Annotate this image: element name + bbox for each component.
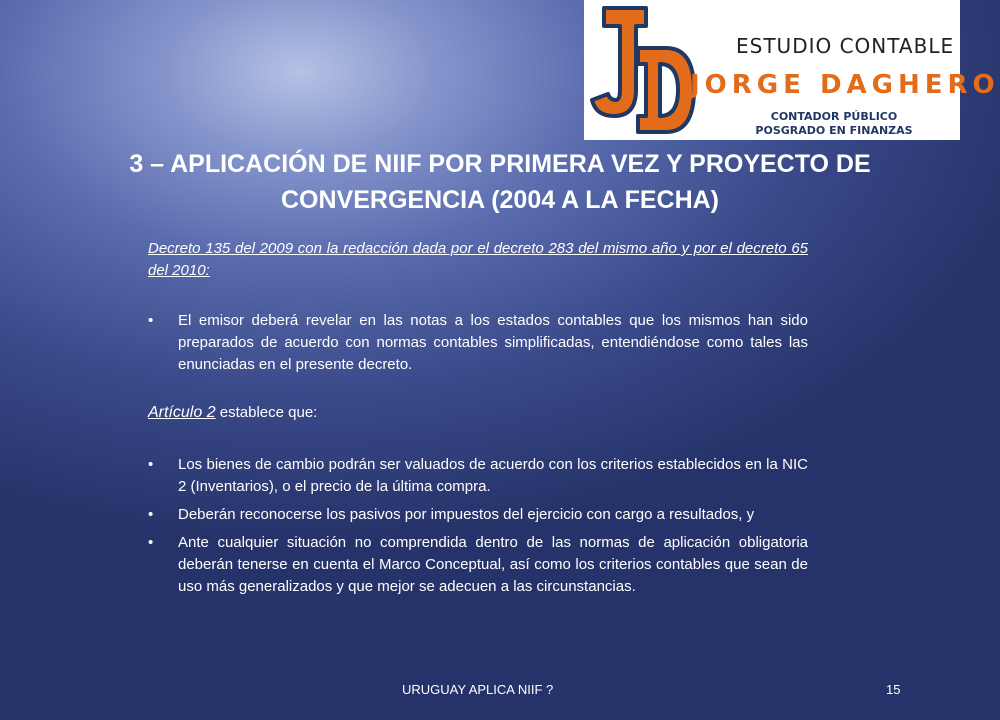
logo-line-contador-publico: CONTADOR PÚBLICO: [770, 110, 898, 123]
bullet-marco-conceptual: • Ante cualquier situación no comprendida dentro de las normas de aplicación obligatoria deberán tenerse en cuenta el Marco Conceptual, así como los criterios contables que sean de uso más generalizados y que mejor se adecuen a las circunstancias.: [148, 532, 808, 598]
logo: [584, 0, 1000, 140]
page-number: 15: [886, 682, 901, 697]
footer-text: URUGUAY APLICA NIIF ?: [402, 682, 554, 697]
bullet-pasivos: • Deberán reconocerse los pasivos por impuestos del ejercicio con cargo a resultados, y: [148, 504, 808, 526]
slide-body: [148, 238, 808, 598]
logo-line-estudio-contable: ESTUDIO CONTABLE: [736, 34, 955, 58]
logo-line-jorge-daghero: JORGE DAGHERO: [690, 70, 1000, 100]
logo-line-posgrado: POSGRADO EN FINANZAS: [755, 124, 913, 137]
bullet-bienes-de-cambio: • Los bienes de cambio podrán ser valuados de acuerdo con los criterios establecidos en la NIC 2 (Inventarios), o el precio de la última compra.: [148, 454, 808, 498]
bullet-emisor: • El emisor deberá revelar en las notas a los estados contables que los mismos han sido preparados de acuerdo con normas contables simplificadas, entendiéndose como tales las enunciadas en el presente decreto.: [148, 310, 808, 376]
jd-monogram-logo-icon: [588, 4, 698, 136]
article-rest: establece que:: [219, 404, 318, 421]
decree-subheading: Decreto 135 del 2009 con la redacción dada por el decreto 283 del mismo año y por el decreto 65 del 2010:: [148, 240, 808, 279]
article-heading: [148, 402, 808, 424]
article-label: Artículo 2: [148, 404, 216, 421]
slide-title: 3 – APLICACIÓN DE NIIF POR PRIMERA VEZ Y PROYECTO DE CONVERGENCIA (2004 A LA FECHA): [129, 150, 871, 214]
